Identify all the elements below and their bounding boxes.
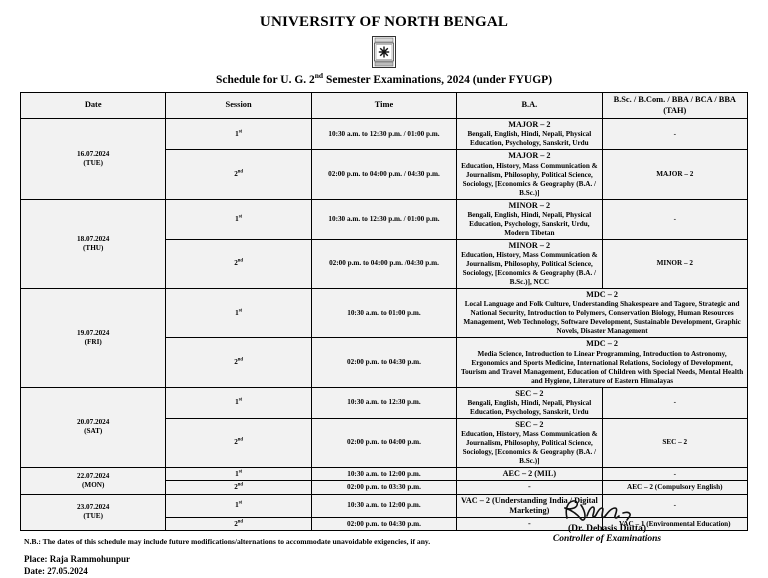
subject-cell-other-streams: VAC – 1 (Environmental Education) bbox=[602, 518, 747, 531]
exam-date: 23.07.2024 bbox=[77, 503, 110, 512]
place-date-block bbox=[24, 553, 768, 577]
page-title-pre: Schedule for U. G. 2 bbox=[215, 74, 315, 86]
document-page bbox=[0, 14, 768, 577]
page-title bbox=[0, 71, 768, 86]
session-cell bbox=[166, 387, 311, 418]
session-cell bbox=[166, 150, 311, 199]
session-cell bbox=[166, 199, 311, 239]
session-number: 2 bbox=[234, 169, 238, 178]
session-cell bbox=[166, 418, 311, 467]
session-ordinal-suffix: nd bbox=[237, 357, 243, 363]
exam-day: (FRI) bbox=[84, 337, 102, 346]
subject-list: Media Science, Introduction to Linear Programming, Introduction to Astronomy, Ergonomics and Sports Medicine, International Relations, Sociology of Development, Tourism and Travel Management, Education of Children with Special Needs, Mental Health and Hygiene, Literature of Eastern Himalayas bbox=[460, 349, 744, 385]
page-title-post: Semester Examinations, 2024 (under FYUGP) bbox=[323, 74, 553, 86]
subject-list: Education, History, Mass Communication & Journalism, Philosophy, Political Science, Sociology, [Economics & Geography (B.A. / B.Sc.)], NCC bbox=[461, 251, 598, 286]
university-emblem-icon bbox=[372, 36, 396, 68]
session-time-cell: 02:00 p.m. to 04:00 p.m. bbox=[311, 418, 456, 467]
subject-group-label: MAJOR – 2 bbox=[508, 120, 551, 129]
column-header-other: B.Sc. / B.Com. / BBA / BCA / BBA (TAH) bbox=[602, 93, 747, 119]
exam-date: 16.07.2024 bbox=[77, 149, 110, 158]
exam-schedule-table bbox=[20, 92, 748, 531]
session-ordinal-suffix: nd bbox=[237, 169, 243, 175]
subject-list: Education, History, Mass Communication & Journalism, Philosophy, Political Science, Sociology, [Economics & Geography (B.A. / B.Sc.)] bbox=[461, 430, 598, 465]
session-ordinal-suffix: st bbox=[238, 469, 243, 475]
emblem-container bbox=[0, 36, 768, 70]
subject-group-label: MINOR – 2 bbox=[508, 200, 551, 210]
table-row bbox=[21, 119, 748, 150]
handwritten-signature-icon bbox=[547, 496, 667, 526]
column-header-time: Time bbox=[311, 93, 456, 119]
subject-group-label: MDC – 2 bbox=[586, 339, 618, 349]
table-row bbox=[21, 468, 748, 481]
subject-cell-ba bbox=[457, 387, 602, 418]
exam-date: 18.07.2024 bbox=[77, 234, 110, 243]
session-cell bbox=[166, 338, 311, 387]
subject-cell-other-streams: - bbox=[602, 119, 747, 150]
exam-day: (TUE) bbox=[83, 512, 103, 521]
session-number: 1 bbox=[235, 469, 239, 478]
subject-list: Education, History, Mass Communication & Journalism, Philosophy, Political Science, Sociology, [Economics & Geography (B.A. / B.Sc.)] bbox=[461, 161, 598, 197]
exam-date-cell bbox=[21, 289, 166, 388]
subject-group-label: MDC – 2 bbox=[586, 290, 618, 299]
session-time-cell: 02:00 p.m. to 04:30 p.m. bbox=[311, 518, 456, 531]
session-time-cell: 02:00 p.m. to 03:30 p.m. bbox=[311, 481, 456, 494]
session-time-cell: 10:30 a.m. to 12:00 p.m. bbox=[311, 468, 456, 481]
session-ordinal-suffix: st bbox=[238, 214, 243, 220]
subject-cell-other-streams: MAJOR – 2 bbox=[602, 150, 747, 199]
session-cell bbox=[166, 468, 311, 481]
session-ordinal-suffix: nd bbox=[237, 519, 243, 525]
session-ordinal-suffix: nd bbox=[237, 437, 243, 443]
session-number: 2 bbox=[234, 357, 238, 366]
date-line: Date: 27.05.2024 bbox=[24, 566, 88, 577]
subject-list: Bengali, English, Hindi, Nepali, Physical Education, Psychology, Sanskrit, Urdu bbox=[467, 130, 592, 148]
subject-cell-full-width bbox=[457, 289, 748, 338]
session-time-cell: 10:30 a.m. to 12:00 p.m. bbox=[311, 494, 456, 518]
subject-group-label: MAJOR – 2 bbox=[508, 151, 551, 161]
subject-group-label: VAC – 2 (Understanding India / Digital Marketing) bbox=[460, 495, 598, 515]
column-header-date: Date bbox=[21, 93, 166, 119]
session-cell bbox=[166, 119, 311, 150]
session-number: 2 bbox=[234, 519, 238, 528]
subject-list: Bengali, English, Hindi, Nepali, Physical Education, Psychology, Sanskrit, Urdu, Modern Tibetan bbox=[467, 210, 592, 237]
exam-date: 19.07.2024 bbox=[77, 328, 110, 337]
table-header bbox=[21, 93, 748, 119]
session-cell bbox=[166, 481, 311, 494]
subject-group-label: MINOR – 2 bbox=[508, 240, 551, 250]
subject-cell-ba bbox=[457, 119, 602, 150]
table-row bbox=[21, 199, 748, 239]
subject-cell-other-streams: - bbox=[602, 387, 747, 418]
subject-cell-other-streams: - bbox=[602, 494, 747, 518]
table-header-row bbox=[21, 93, 748, 119]
exam-date-cell bbox=[21, 387, 166, 468]
session-ordinal-suffix: nd bbox=[237, 482, 243, 488]
exam-date-cell bbox=[21, 119, 166, 200]
session-ordinal-suffix: st bbox=[238, 308, 243, 314]
session-cell bbox=[166, 494, 311, 518]
subject-cell-other-streams: SEC – 2 bbox=[602, 418, 747, 467]
subject-list: Local Language and Folk Culture, Understanding Shakespeare and Tagore, Strategic and National Security, Introduction to Polymers, Conservation Biology, Human Resources Management, Web Technology, Software Development, Sustainable Development, Graphic Novels, Disaster Management bbox=[463, 300, 741, 336]
session-time-cell: 10:30 a.m. to 12:30 p.m. / 01:00 p.m. bbox=[311, 199, 456, 239]
subject-cell-ba bbox=[457, 150, 602, 199]
exam-date-cell bbox=[21, 468, 166, 495]
session-time-cell: 02:00 p.m. to 04:00 p.m. /04:30 p.m. bbox=[311, 239, 456, 288]
subject-cell-ba bbox=[457, 468, 602, 481]
session-time-cell: 10:30 a.m. to 12:30 p.m. / 01:00 p.m. bbox=[311, 119, 456, 150]
table-body bbox=[21, 119, 748, 531]
session-number: 1 bbox=[235, 308, 239, 317]
exam-date: 20.07.2024 bbox=[77, 418, 110, 427]
university-title: UNIVERSITY OF NORTH BENGAL bbox=[259, 14, 509, 30]
session-number: 1 bbox=[235, 129, 239, 138]
subject-cell-ba bbox=[457, 199, 602, 239]
session-time-cell: 10:30 a.m. to 12:30 p.m. bbox=[311, 387, 456, 418]
place-line: Place: Raja Rammohunpur bbox=[24, 554, 130, 565]
table-row bbox=[21, 289, 748, 338]
session-number: 2 bbox=[234, 438, 238, 447]
exam-date-cell bbox=[21, 494, 166, 531]
subject-group-label: SEC – 2 bbox=[515, 388, 544, 398]
subject-group-label: - bbox=[528, 519, 531, 528]
signature-block bbox=[502, 496, 712, 544]
subject-cell-ba bbox=[457, 239, 602, 288]
session-number: 1 bbox=[235, 501, 239, 510]
session-ordinal-suffix: nd bbox=[237, 258, 243, 264]
session-cell bbox=[166, 518, 311, 531]
subject-cell-other-streams: MINOR – 2 bbox=[602, 239, 747, 288]
session-ordinal-suffix: st bbox=[238, 129, 243, 135]
session-time-cell: 02:00 p.m. to 04:00 p.m. / 04:30 p.m. bbox=[311, 150, 456, 199]
exam-date: 22.07.2024 bbox=[77, 471, 110, 480]
column-header-ba: B.A. bbox=[457, 93, 602, 119]
note-bene: N.B.: The dates of this schedule may include future modifications/alternations to accommodate unavoidable exigencies, if any. bbox=[24, 537, 431, 547]
subject-list: Bengali, English, Hindi, Nepali, Physical Education, Psychology, Sanskrit, Urdu bbox=[467, 398, 592, 416]
column-header-session: Session bbox=[166, 93, 311, 119]
session-cell bbox=[166, 289, 311, 338]
session-number: 1 bbox=[235, 398, 239, 407]
signatory-role: Controller of Examinations bbox=[552, 534, 662, 544]
session-ordinal-suffix: st bbox=[238, 397, 243, 403]
session-number: 2 bbox=[234, 482, 238, 491]
subject-cell-other-streams: AEC – 2 (Compulsory English) bbox=[602, 481, 747, 494]
session-cell bbox=[166, 239, 311, 288]
session-ordinal-suffix: st bbox=[238, 500, 243, 506]
subject-cell-full-width bbox=[457, 338, 748, 387]
exam-day: (TUE) bbox=[83, 158, 103, 167]
session-number: 2 bbox=[234, 259, 238, 268]
subject-group-label: AEC – 2 (MIL) bbox=[502, 469, 557, 478]
exam-day: (THU) bbox=[83, 243, 104, 252]
session-time-cell: 10:30 a.m. to 01:00 p.m. bbox=[311, 289, 456, 338]
subject-cell-ba bbox=[457, 418, 602, 467]
session-number: 1 bbox=[235, 214, 239, 223]
subject-group-label: SEC – 2 bbox=[515, 419, 544, 429]
session-time-cell: 02:00 p.m. to 04:30 p.m. bbox=[311, 338, 456, 387]
signatory-name: (Dr. Debasis Dutta) bbox=[567, 524, 647, 534]
subject-cell-other-streams: - bbox=[602, 199, 747, 239]
exam-date-cell bbox=[21, 199, 166, 289]
exam-day: (MON) bbox=[82, 480, 105, 489]
subject-cell-other-streams: - bbox=[602, 468, 747, 481]
exam-day: (SAT) bbox=[84, 427, 103, 436]
page-title-sup: nd bbox=[314, 71, 324, 81]
subject-cell-ba bbox=[457, 481, 602, 494]
subject-group-label: - bbox=[528, 482, 531, 492]
table-row bbox=[21, 387, 748, 418]
